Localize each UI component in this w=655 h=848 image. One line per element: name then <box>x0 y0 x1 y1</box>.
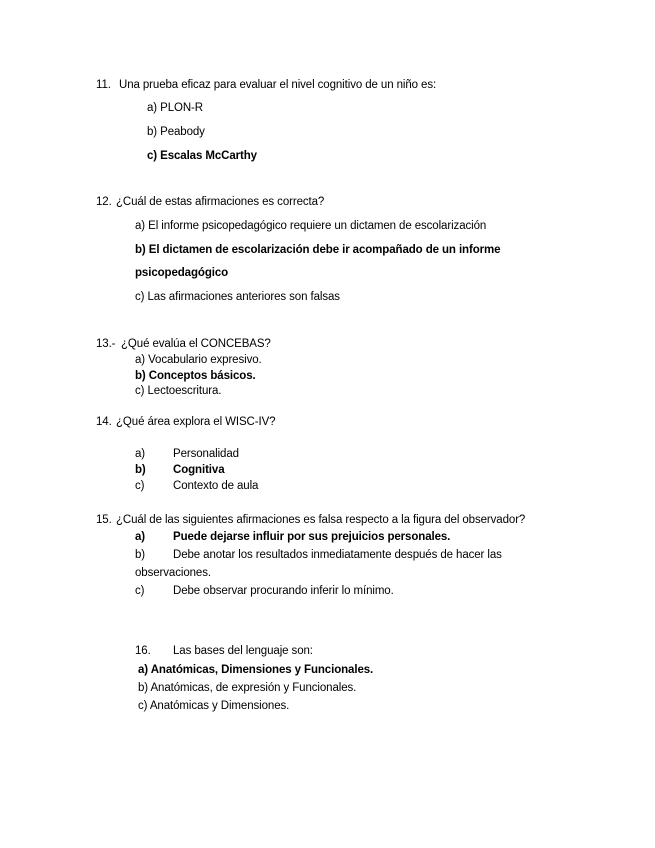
question-14-option-b-letter: b) <box>135 464 146 476</box>
question-12-option-c: c) Las afirmaciones anteriores son falsas <box>135 291 340 303</box>
question-14-option-a-letter: a) <box>135 448 146 460</box>
question-15-number: 15. <box>96 514 112 526</box>
question-16-option-a-correct: a) Anatómicas, Dimensiones y Funcionales. <box>138 664 374 676</box>
question-15-option-b-letter: b) <box>135 549 146 561</box>
question-12-text: ¿Cuál de estas afirmaciones es correcta? <box>116 196 325 208</box>
question-16-option-b: b) Anatómicas, de expresión y Funcionales. <box>138 682 357 694</box>
question-11-number: 11. <box>96 79 111 91</box>
question-16-option-c: c) Anatómicas y Dimensiones. <box>138 700 290 712</box>
question-14-option-a-text: Personalidad <box>173 448 239 460</box>
question-12-option-a: a) El informe psicopedagógico requiere un dictamen de escolarización <box>135 220 487 232</box>
question-13-option-c: c) Lectoescritura. <box>135 385 222 397</box>
question-11-option-a: a) PLON-R <box>147 102 203 114</box>
question-14-option-c-letter: c) <box>135 480 145 492</box>
question-14-option-b-text-correct: Cognitiva <box>173 464 225 476</box>
question-14-number: 14. <box>96 416 112 428</box>
question-16-text: Las bases del lenguaje son: <box>173 645 313 657</box>
question-15-text: ¿Cuál de las siguientes afirmaciones es falsa respecto a la figura del observador? <box>116 514 526 526</box>
question-15-option-b-continuation: observaciones. <box>135 567 211 579</box>
question-14-option-c-text: Contexto de aula <box>173 480 259 492</box>
question-15-option-c-text: Debe observar procurando inferir lo mínimo. <box>173 585 394 597</box>
question-14-text: ¿Qué área explora el WISC-IV? <box>116 416 276 428</box>
question-15-option-b-text: Debe anotar los resultados inmediatamente después de hacer las <box>173 549 502 561</box>
question-13-text: ¿Qué evalúa el CONCEBAS? <box>121 338 271 350</box>
question-15-option-a-letter: a) <box>135 531 146 543</box>
question-11-option-c-correct: c) Escalas McCarthy <box>147 150 257 162</box>
question-12-option-b-correct: b) El dictamen de escolarización debe ir acompañado de un informe <box>135 244 501 256</box>
question-15-option-a-text-correct: Puede dejarse influir por sus prejuicios personales. <box>173 531 451 543</box>
question-11-option-b: b) Peabody <box>147 126 205 138</box>
question-13-option-b-correct: b) Conceptos básicos. <box>135 370 256 382</box>
question-12-option-b-continuation: psicopedagógico <box>135 267 229 279</box>
question-15-option-c-letter: c) <box>135 585 145 597</box>
question-13-option-a: a) Vocabulario expresivo. <box>135 354 262 366</box>
question-11-text: Una prueba eficaz para evaluar el nivel cognitivo de un niño es: <box>119 79 437 91</box>
question-12-number: 12. <box>96 196 112 208</box>
question-13-number: 13.- <box>96 338 116 350</box>
question-16-number: 16. <box>135 645 151 657</box>
